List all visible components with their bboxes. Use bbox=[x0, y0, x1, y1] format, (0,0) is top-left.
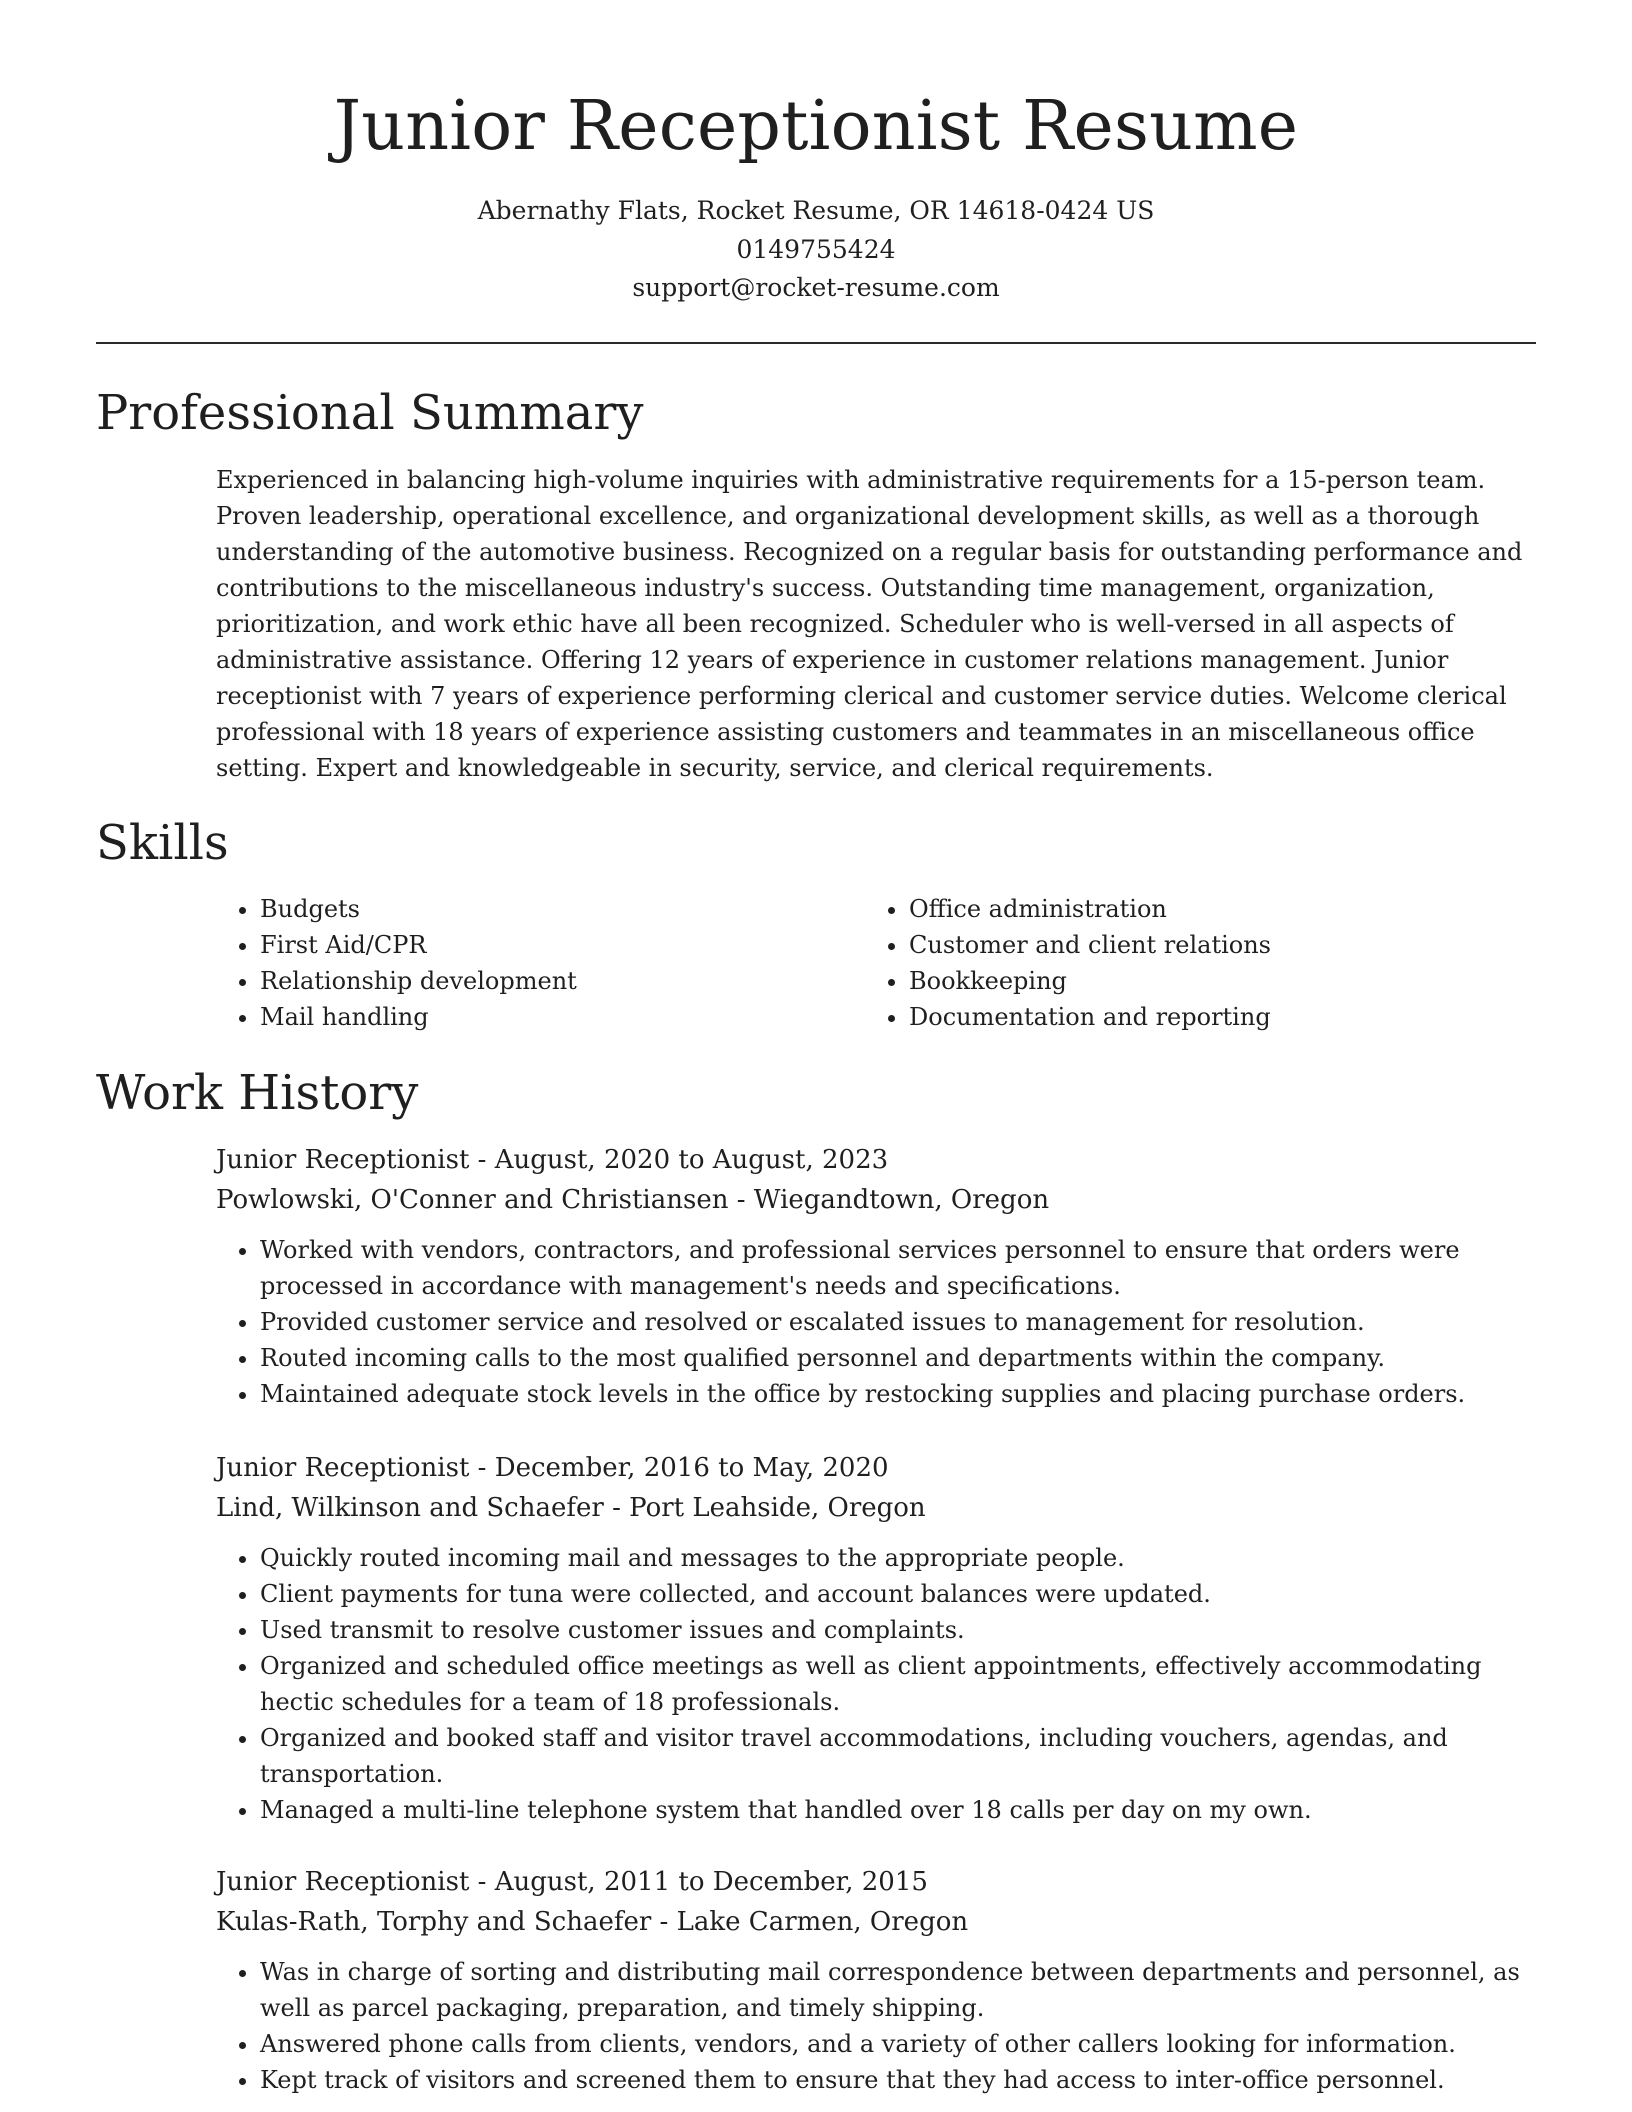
contact-email[interactable]: support@rocket-resume.com bbox=[632, 273, 1000, 302]
job-entry bbox=[216, 1448, 1546, 1828]
skill-item: • First Aid/CPR bbox=[260, 927, 865, 963]
resume-title: Junior Receptionist Resume bbox=[333, 87, 1299, 166]
job-title: Junior Receptionist bbox=[216, 1453, 470, 1483]
job-dates: August, 2020 to August, 2023 bbox=[494, 1145, 889, 1175]
skill-item: • Office administration bbox=[909, 891, 1514, 927]
job-company-line bbox=[216, 1902, 1546, 1942]
skill-item: • Customer and client relations bbox=[909, 927, 1514, 963]
separator: - bbox=[651, 1907, 677, 1937]
job-dates: December, 2016 to May, 2020 bbox=[494, 1453, 889, 1483]
job-bullet: • Organized and booked staff and visitor travel accommodations, including vouchers, agendas, and transportation. bbox=[260, 1720, 1546, 1792]
job-bullets bbox=[216, 1540, 1546, 1828]
job-bullet: • Kept track of visitors and screened them to ensure that they had access to inter-office personnel. bbox=[260, 2062, 1546, 2098]
job-title: Junior Receptionist bbox=[216, 1867, 470, 1897]
separator: - bbox=[469, 1867, 495, 1897]
job-company: Powlowski, O'Conner and Christiansen bbox=[216, 1185, 729, 1215]
separator: - bbox=[469, 1453, 495, 1483]
skills-list bbox=[216, 891, 1536, 1035]
job-bullet: • Quickly routed incoming mail and messages to the appropriate people. bbox=[260, 1540, 1546, 1576]
skill-item: • Relationship development bbox=[260, 963, 865, 999]
job-bullet: • Maintained adequate stock levels in the office by restocking supplies and placing purchase orders. bbox=[260, 1376, 1546, 1412]
job-bullet: • Managed a multi-line telephone system that handled over 18 calls per day on my own. bbox=[260, 1792, 1546, 1828]
contact-block bbox=[0, 192, 1632, 308]
work-history-heading: Work History bbox=[96, 1065, 419, 1121]
skill-item: • Documentation and reporting bbox=[909, 999, 1514, 1035]
job-bullet: • Was in charge of sorting and distributing mail correspondence between departments and personnel, as well as parcel packaging, preparation, and timely shipping. bbox=[260, 1954, 1546, 2026]
job-company: Lind, Wilkinson and Schaefer bbox=[216, 1493, 604, 1523]
job-title-line bbox=[216, 1862, 1546, 1902]
skill-item: • Mail handling bbox=[260, 999, 865, 1035]
contact-address: Abernathy Flats, Rocket Resume, OR 14618-0424 US bbox=[477, 196, 1155, 225]
job-bullets bbox=[216, 1232, 1546, 1412]
separator: - bbox=[728, 1185, 754, 1215]
job-entry bbox=[216, 1862, 1546, 2098]
job-bullet: • Organized and scheduled office meetings as well as client appointments, effectively accommodating hectic schedules for a team of 18 professionals. bbox=[260, 1648, 1546, 1720]
job-bullet: • Used transmit to resolve customer issues and complaints. bbox=[260, 1612, 1546, 1648]
job-bullet: • Client payments for tuna were collected, and account balances were updated. bbox=[260, 1576, 1546, 1612]
separator: - bbox=[469, 1145, 495, 1175]
job-title: Junior Receptionist bbox=[216, 1145, 470, 1175]
job-bullet: • Routed incoming calls to the most qualified personnel and departments within the company. bbox=[260, 1340, 1546, 1376]
job-bullet: • Worked with vendors, contractors, and professional services personnel to ensure that orders were processed in accordance with management's needs and specifications. bbox=[260, 1232, 1546, 1304]
job-location: Wiegandtown, Oregon bbox=[753, 1185, 1050, 1215]
job-entry bbox=[216, 1140, 1546, 1412]
job-company: Kulas-Rath, Torphy and Schaefer bbox=[216, 1907, 652, 1937]
job-bullet: • Provided customer service and resolved or escalated issues to management for resolution. bbox=[260, 1304, 1546, 1340]
job-title-line bbox=[216, 1140, 1546, 1180]
job-location: Lake Carmen, Oregon bbox=[676, 1907, 969, 1937]
skill-item: • Budgets bbox=[260, 891, 865, 927]
job-dates: August, 2011 to December, 2015 bbox=[494, 1867, 928, 1897]
separator: - bbox=[603, 1493, 630, 1523]
contact-phone: 0149755424 bbox=[736, 234, 896, 264]
skills-column-left bbox=[216, 891, 865, 1035]
job-bullets bbox=[216, 1954, 1546, 2098]
job-company-line bbox=[216, 1488, 1546, 1528]
skills-column-right bbox=[865, 891, 1514, 1035]
job-bullet: • Answered phone calls from clients, vendors, and a variety of other callers looking for information. bbox=[260, 2026, 1546, 2062]
skills-heading: Skills bbox=[96, 815, 229, 871]
summary-heading: Professional Summary bbox=[96, 385, 644, 441]
skill-item: • Bookkeeping bbox=[909, 963, 1514, 999]
job-company-line bbox=[216, 1180, 1546, 1220]
job-location: Port Leahside, Oregon bbox=[629, 1493, 926, 1523]
header-divider bbox=[96, 342, 1536, 344]
summary-text: Experienced in balancing high-volume inquiries with administrative requirements for a 15-person team. Proven leadership, operational excellence, and organizational development skills, as well as a thorough understanding of the automotive business. Recognized on a regular basis for outstanding performance and contributions to the miscellaneous industry's success. Outstanding time management, organization, prioritization, and work ethic have all been recognized. Scheduler who is well-versed in all aspects of administrative assistance. Offering 12 years of experience in customer relations management. Junior receptionist with 7 years of experience performing clerical and customer service duties. Welcome clerical professional with 18 years of experience assisting customers and teammates in an miscellaneous office setting. Expert and knowledgeable in security, service, and clerical requirements. bbox=[216, 466, 1523, 782]
job-title-line bbox=[216, 1448, 1546, 1488]
